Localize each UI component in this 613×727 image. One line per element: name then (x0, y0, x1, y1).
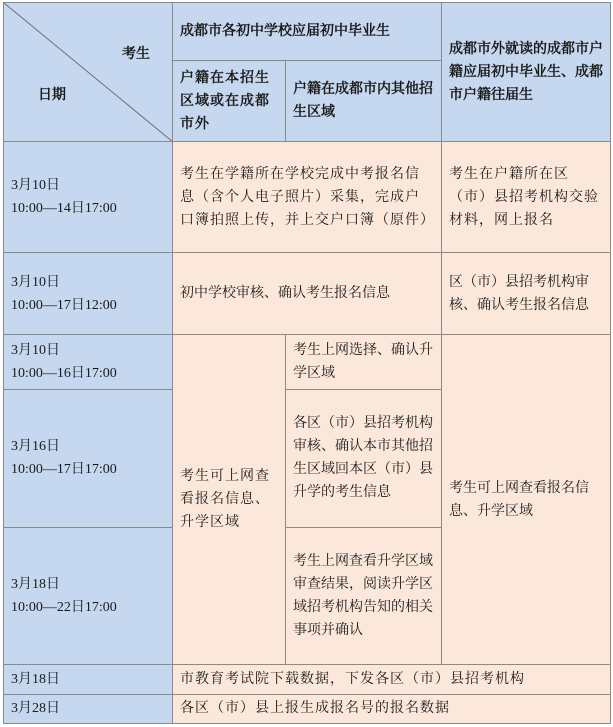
time-range: 10:00—14日17:00 (11, 201, 117, 217)
outside-content-cell: 考生在户籍所在区（市）县招考机构交验材料，网上报名 (442, 142, 611, 253)
local-content-cell: 考生在学籍所在学校完成中考报名信息（含个人电子照片）采集，完成户口簿拍照上传，并上交户口簿（原件） (173, 142, 442, 253)
date-line: 3月18日 (11, 576, 60, 592)
date-line: 3月10日 (11, 274, 60, 290)
sub-b-content-cell: 考生上网选择、确认升学区域 (286, 335, 442, 389)
date-cell (4, 142, 173, 253)
table-row (4, 335, 611, 389)
local-content-cell: 初中学校审核、确认考生报名信息 (173, 253, 442, 335)
table-row (4, 253, 611, 335)
header-corner-cell (4, 3, 173, 142)
date-line: 3月10日 (11, 178, 60, 194)
time-range: 10:00—16日17:00 (11, 365, 117, 381)
date-line: 3月10日 (11, 342, 60, 358)
table-row (4, 142, 611, 253)
date-line: 3月28日 (11, 701, 60, 717)
merged-outside-cell: 考生可上网查看报名信息、升学区域 (442, 335, 611, 664)
time-range: 10:00—22日17:00 (11, 599, 117, 615)
full-width-content-cell: 各区（市）县上报生成报名号的报名数据 (173, 694, 611, 723)
sub-b-content-cell: 考生上网查看升学区域审查结果，阅读升学区域招考机构告知的相关事项并确认 (286, 527, 442, 664)
date-cell (4, 253, 173, 335)
date-cell (4, 335, 173, 389)
header-outside-graduates: 成都市外就读的成都市户籍应届初中毕业生、成都市户籍往届生 (442, 3, 611, 142)
sub-b-content-cell: 各区（市）县招考机构审核、确认本市其他招生区域回本区（市）县升学的考生信息 (286, 389, 442, 527)
full-width-content-cell: 市教育考试院下载数据，下发各区（市）县招考机构 (173, 664, 611, 694)
date-cell (4, 527, 173, 664)
header-local-graduates: 成都市各初中学校应届初中毕业生 (173, 3, 442, 61)
outside-content-cell: 区（市）县招考机构审核、确认考生报名信息 (442, 253, 611, 335)
time-range: 10:00—17日12:00 (11, 297, 117, 313)
table-row (4, 664, 611, 694)
table-row (4, 694, 611, 723)
registration-schedule-table (3, 2, 611, 724)
corner-label-examinee: 考生 (122, 46, 150, 62)
time-range: 10:00—17日17:00 (11, 462, 117, 478)
diagonal-divider (4, 3, 172, 141)
header-sub-local-a: 户籍在本招生区域或在成都市外 (173, 61, 286, 142)
corner-label-date: 日期 (38, 87, 66, 104)
date-cell (4, 694, 173, 723)
merged-sub-a-cell: 考生可上网查看报名信息、升学区域 (173, 335, 286, 664)
date-cell (4, 389, 173, 527)
date-line: 3月16日 (11, 439, 60, 455)
date-cell (4, 664, 173, 694)
date-line: 3月18日 (11, 671, 60, 687)
header-sub-local-b: 户籍在成都市内其他招生区域 (286, 61, 442, 142)
